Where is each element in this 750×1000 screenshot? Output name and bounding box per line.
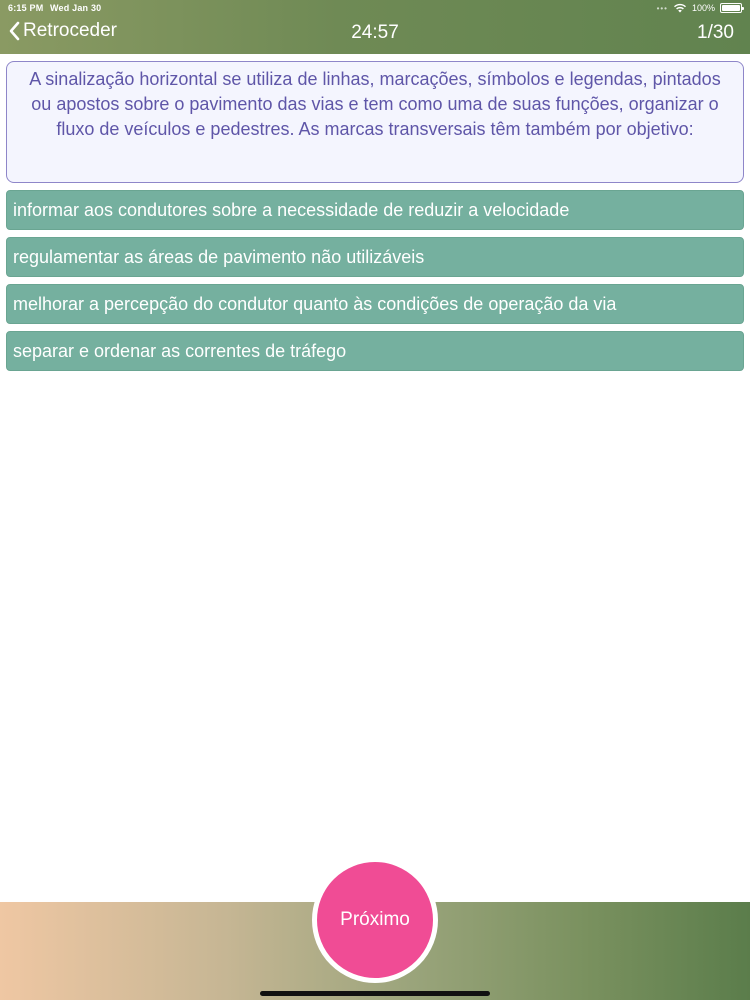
multitask-dots-icon: •••: [656, 3, 668, 13]
status-time: 6:15 PM: [8, 3, 44, 13]
answer-list: [6, 190, 744, 378]
navigation-bar: [0, 0, 750, 54]
back-label: Retroceder: [23, 20, 117, 41]
answer-option-4[interactable]: separar e ordenar as correntes de tráfego: [6, 331, 744, 371]
next-button[interactable]: [312, 857, 438, 983]
status-date: Wed Jan 30: [50, 3, 102, 13]
battery-icon: [720, 3, 742, 13]
home-indicator[interactable]: [260, 991, 490, 996]
answer-option-3[interactable]: melhorar a percepção do condutor quanto às condições de operação da via: [6, 284, 744, 324]
answer-option-2[interactable]: regulamentar as áreas de pavimento não utilizáveis: [6, 237, 744, 277]
question-text: A sinalização horizontal se utiliza de linhas, marcações, símbolos e legendas, pintados ou apostos sobre o pavimento das vias e tem como uma de suas funções, organizar o fluxo de veículos e pedestres. As marcas transversais têm também por objetivo:: [6, 61, 744, 183]
next-button-label: Próximo: [340, 909, 410, 930]
wifi-icon: [673, 3, 687, 13]
battery-percent: 100%: [691, 3, 715, 13]
countdown-timer: 24:57: [351, 22, 399, 43]
status-indicators: [657, 2, 742, 14]
question-counter: 1/30: [697, 22, 734, 43]
answer-option-1[interactable]: informar aos condutores sobre a necessidade de reduzir a velocidade: [6, 190, 744, 230]
